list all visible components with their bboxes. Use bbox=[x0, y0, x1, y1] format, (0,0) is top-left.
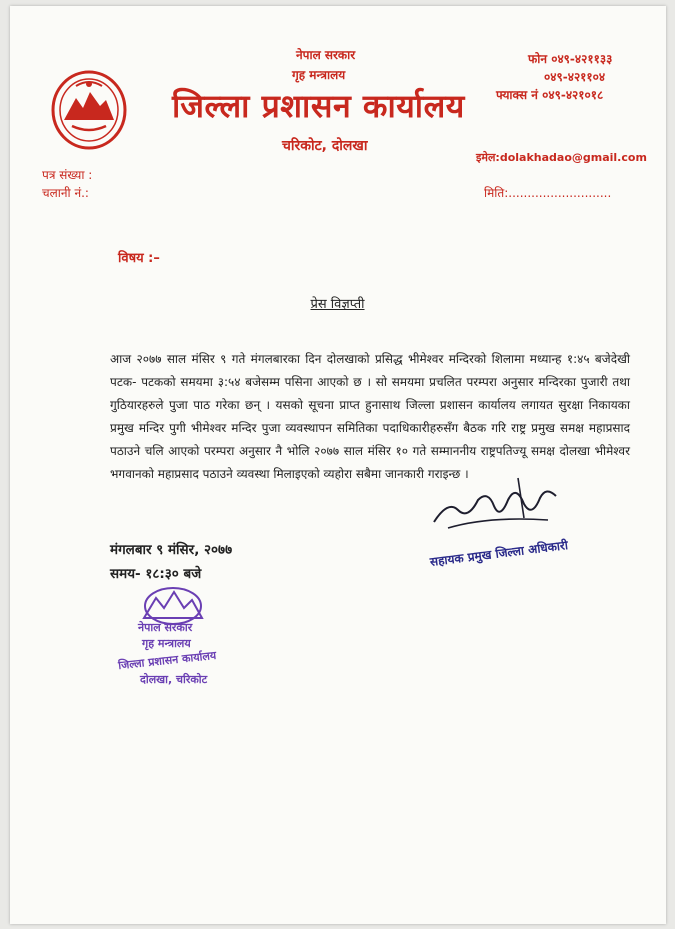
issue-time: समय- १८:३० बजे bbox=[110, 566, 202, 582]
issue-date: मंगलबार ९ मंसिर, २०७७ bbox=[110, 542, 233, 558]
phone-number-2: ०४९-४२११०४ bbox=[544, 70, 606, 84]
email-address: इमेल:dolakhadao@gmail.com bbox=[476, 151, 647, 164]
nepal-emblem-icon bbox=[50, 68, 128, 152]
office-location: चरिकोट, दोलखा bbox=[282, 138, 368, 154]
letter-number-label: पत्र संख्या : bbox=[42, 168, 93, 182]
signatory-title: सहायक प्रमुख जिल्ला अधिकारी bbox=[429, 538, 569, 569]
signature-icon bbox=[428, 470, 568, 540]
stamp-location: दोलखा, चरिकोट bbox=[140, 673, 208, 686]
government-label: नेपाल सरकार bbox=[296, 48, 356, 62]
fax-number: फ्याक्स नं ०४९-४२१०१८ bbox=[496, 88, 604, 102]
dispatch-number-label: चलानी नं.: bbox=[42, 186, 89, 200]
ministry-label: गृह मन्त्रालय bbox=[292, 68, 346, 82]
subject-label: विषय :– bbox=[118, 251, 160, 266]
office-title: जिल्ला प्रशासन कार्यालय bbox=[172, 87, 465, 125]
stamp-office: जिल्ला प्रशासन कार्यालय bbox=[117, 648, 217, 673]
stamp-government: नेपाल सरकार bbox=[138, 621, 193, 634]
date-field: मिति:........................... bbox=[484, 186, 612, 200]
press-release-heading: प्रेस विज्ञप्ती bbox=[310, 297, 365, 312]
phone-number: फोन ०४९-४२११३३ bbox=[528, 52, 613, 66]
press-release-body: आज २०७७ साल मंसिर ९ गते मंगलबारका दिन दोलखाको प्रसिद्ध भीमेश्वर मन्दिरको शिलामा मध्यान्ह १:४५ बजेदेखी पटक- पटकको समयमा ३:५४ बजेसम्म पसिना आएको छ । सो समयमा प्रचलित परम्परा अनुसार मन्दिरका पुजारी तथा गुठियारहरुले पुजा पाठ गरेका छन् । यसको सूचना प्राप्त हुनासाथ जिल्ला प्रशासन कार्यालय लगायत सुरक्षा निकायका प्रमुख मन्दिर पुगी भीमेश्वर मन्दिर पुजा व्यवस्थापन समितिका पदाधिकारीहरुसँग बैठक गरि राष्ट्र प्रमुख समक्ष महाप्रसाद पठाउने चलि आएको परम्परा अनुसार नै भोलि २०७७ साल मंसिर १० गते सम्माननीय राष्ट्रपतिज्यू समक्ष दोलखा भीमेश्वर भगवानको महाप्रसाद पठाउने व्यवस्था मिलाइएको व्यहोरा सबैमा जानकारी गराइन्छ । bbox=[110, 352, 630, 481]
stamp-ministry: गृह मन्त्रालय bbox=[142, 637, 191, 650]
